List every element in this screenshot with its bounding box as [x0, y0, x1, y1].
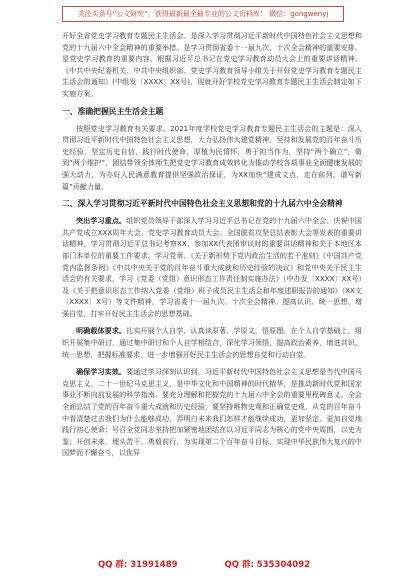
footer-contacts [0, 558, 408, 570]
carrier-lead: 明确载体要求。 [76, 326, 127, 336]
study-focus-lead: 突出学习重点。 [76, 216, 127, 226]
footer-qq-group-1: QQ 群: 31991489 [97, 560, 178, 570]
carrier-paragraph [62, 325, 362, 360]
carrier-text: 扎实开展个人自学，认真读原著、学原文、悟原理。在个人自学基础上，组织开展集中研讨，通过集中研讨和个人自学相结合，深化学习领悟，提高政治素养，增进共识、统一思想，把握标准要求，进一步增强开好民主生活会的思想自觉和行动自觉。 [62, 326, 362, 359]
study-focus-paragraph [62, 215, 362, 319]
section-heading-1: 一、准确把握民主生活会主题 [62, 106, 164, 116]
study-focus-text: 组织党员领导干部深入学习习近平总书记在党的十九届六中全会、庆祝中国共产党成立XXX周年大会、党史学习教育动员大会、全国脱贫攻坚总结表彰大会等发表的重要讲话精神，学习贯彻习近平总书记考察XX、参加XX代表团审议时的重要讲话精神和关于本地区本部门本单位的重要工作要求，学习党章、《关于新形势下党内政治生活的若干准则》《中国共产党党内监督条例》《中共中央关于党的百年奋斗重大成就和历史经验的决议》和党中央关于民主生活会的有关要求，学习《党委（党组）意识形态工作责任制实施办法》（中办发〔XXXX〕XX号）及《关于把意识形态工作纳入党委（党组）班子成员民主生活会和年度述职报告的通知》（XX文〔XXXX〕X号）等文件精神，学习省委十一届九次、十次全会精神。提高认识、统一思想、增强自觉，打牢开好民主生活会的思想基础。 [62, 216, 362, 318]
header-banner: 关注头条号“公文研究”，获得最新最全最专业的公文资料库！ 微信：gongwenyj [62, 6, 344, 22]
effect-text: 要通过学习深刻认识到，习近平新时代中国特色社会主义思想是当代中国马克思主义、二十一世纪马克思主义，是中华文化和中国精神的时代精华，是推动新时代党和国家事业不断向前发展的科学指南。要充分理解和把握党的十九届六中全会的重要里程碑意义。全会全面总结了党的百年奋斗重大成就和历史经验，要坚持唯物史观和正确党史观，从党的百年奋斗中看清楚过去我们为什么能够成功、弄明白未来我们怎样才能继续成功，更加坚定、更加自觉地践行初心使命；号召全党同志坚持把加紧密地团结在以习近平同志为核心的党中央周围，以史为鉴、开创未来，埋头苦干、勇毅前行，为实现第二个百年奋斗目标、实现中华民族伟大复兴的中国梦而不懈奋斗，以优异 [62, 367, 362, 458]
footer-qq-group-2: QQ 群: 535304092 [224, 560, 311, 570]
document-body [62, 30, 362, 459]
theme-paragraph: 按照党史学习教育有关要求。2021年度学校党史学习教育专题民主生活会的主题是：深入贯彻习近平新时代中国特色社会主义思想，大力弘扬伟大建党精神，坚持和发展党的百年奋斗历史经验，坚定历史自信，践行时代使命，厚植为民情怀，勇于担当作为，坚持“两个确立”，做到“两个维护”，团结带领全体师生把党史学习教育成效转化为推动学校各项事业全面健康发展的强大动力，为办好人民满意教育提供坚强政治保证，为XX加快“建成文点，走在前列、谱写新篇”贡献力量。 [62, 123, 362, 191]
intro-paragraph: 开好全省党史学习教育专题民主生活会。是深入学习贯彻习近平新时代中国特色社会主义思想和党的十九届六中全会精神的重要举措。是学习贯彻省委十一届九次、十次全会精神的重要安排。是党史学习教育的重要内容。根据习近平总书记在党史学习教育动员大会上的重要讲话精神、《中共中央纪委机关、中共中央组织部、党史学习教育领导小组关于开好党史学习教育专题民主生活会的通知》(中组发〔XXXX〕XX号)、现就开好学校党史学习教育专题民主生活会制定如下实施方案。 [62, 31, 362, 98]
section-heading-2: 二、深入学习贯彻习近平新时代中国特色社会主义思想和党的十九届六中全会精神 [62, 199, 343, 209]
effect-paragraph [62, 366, 362, 459]
effect-lead: 确保学习实效。 [76, 367, 127, 377]
